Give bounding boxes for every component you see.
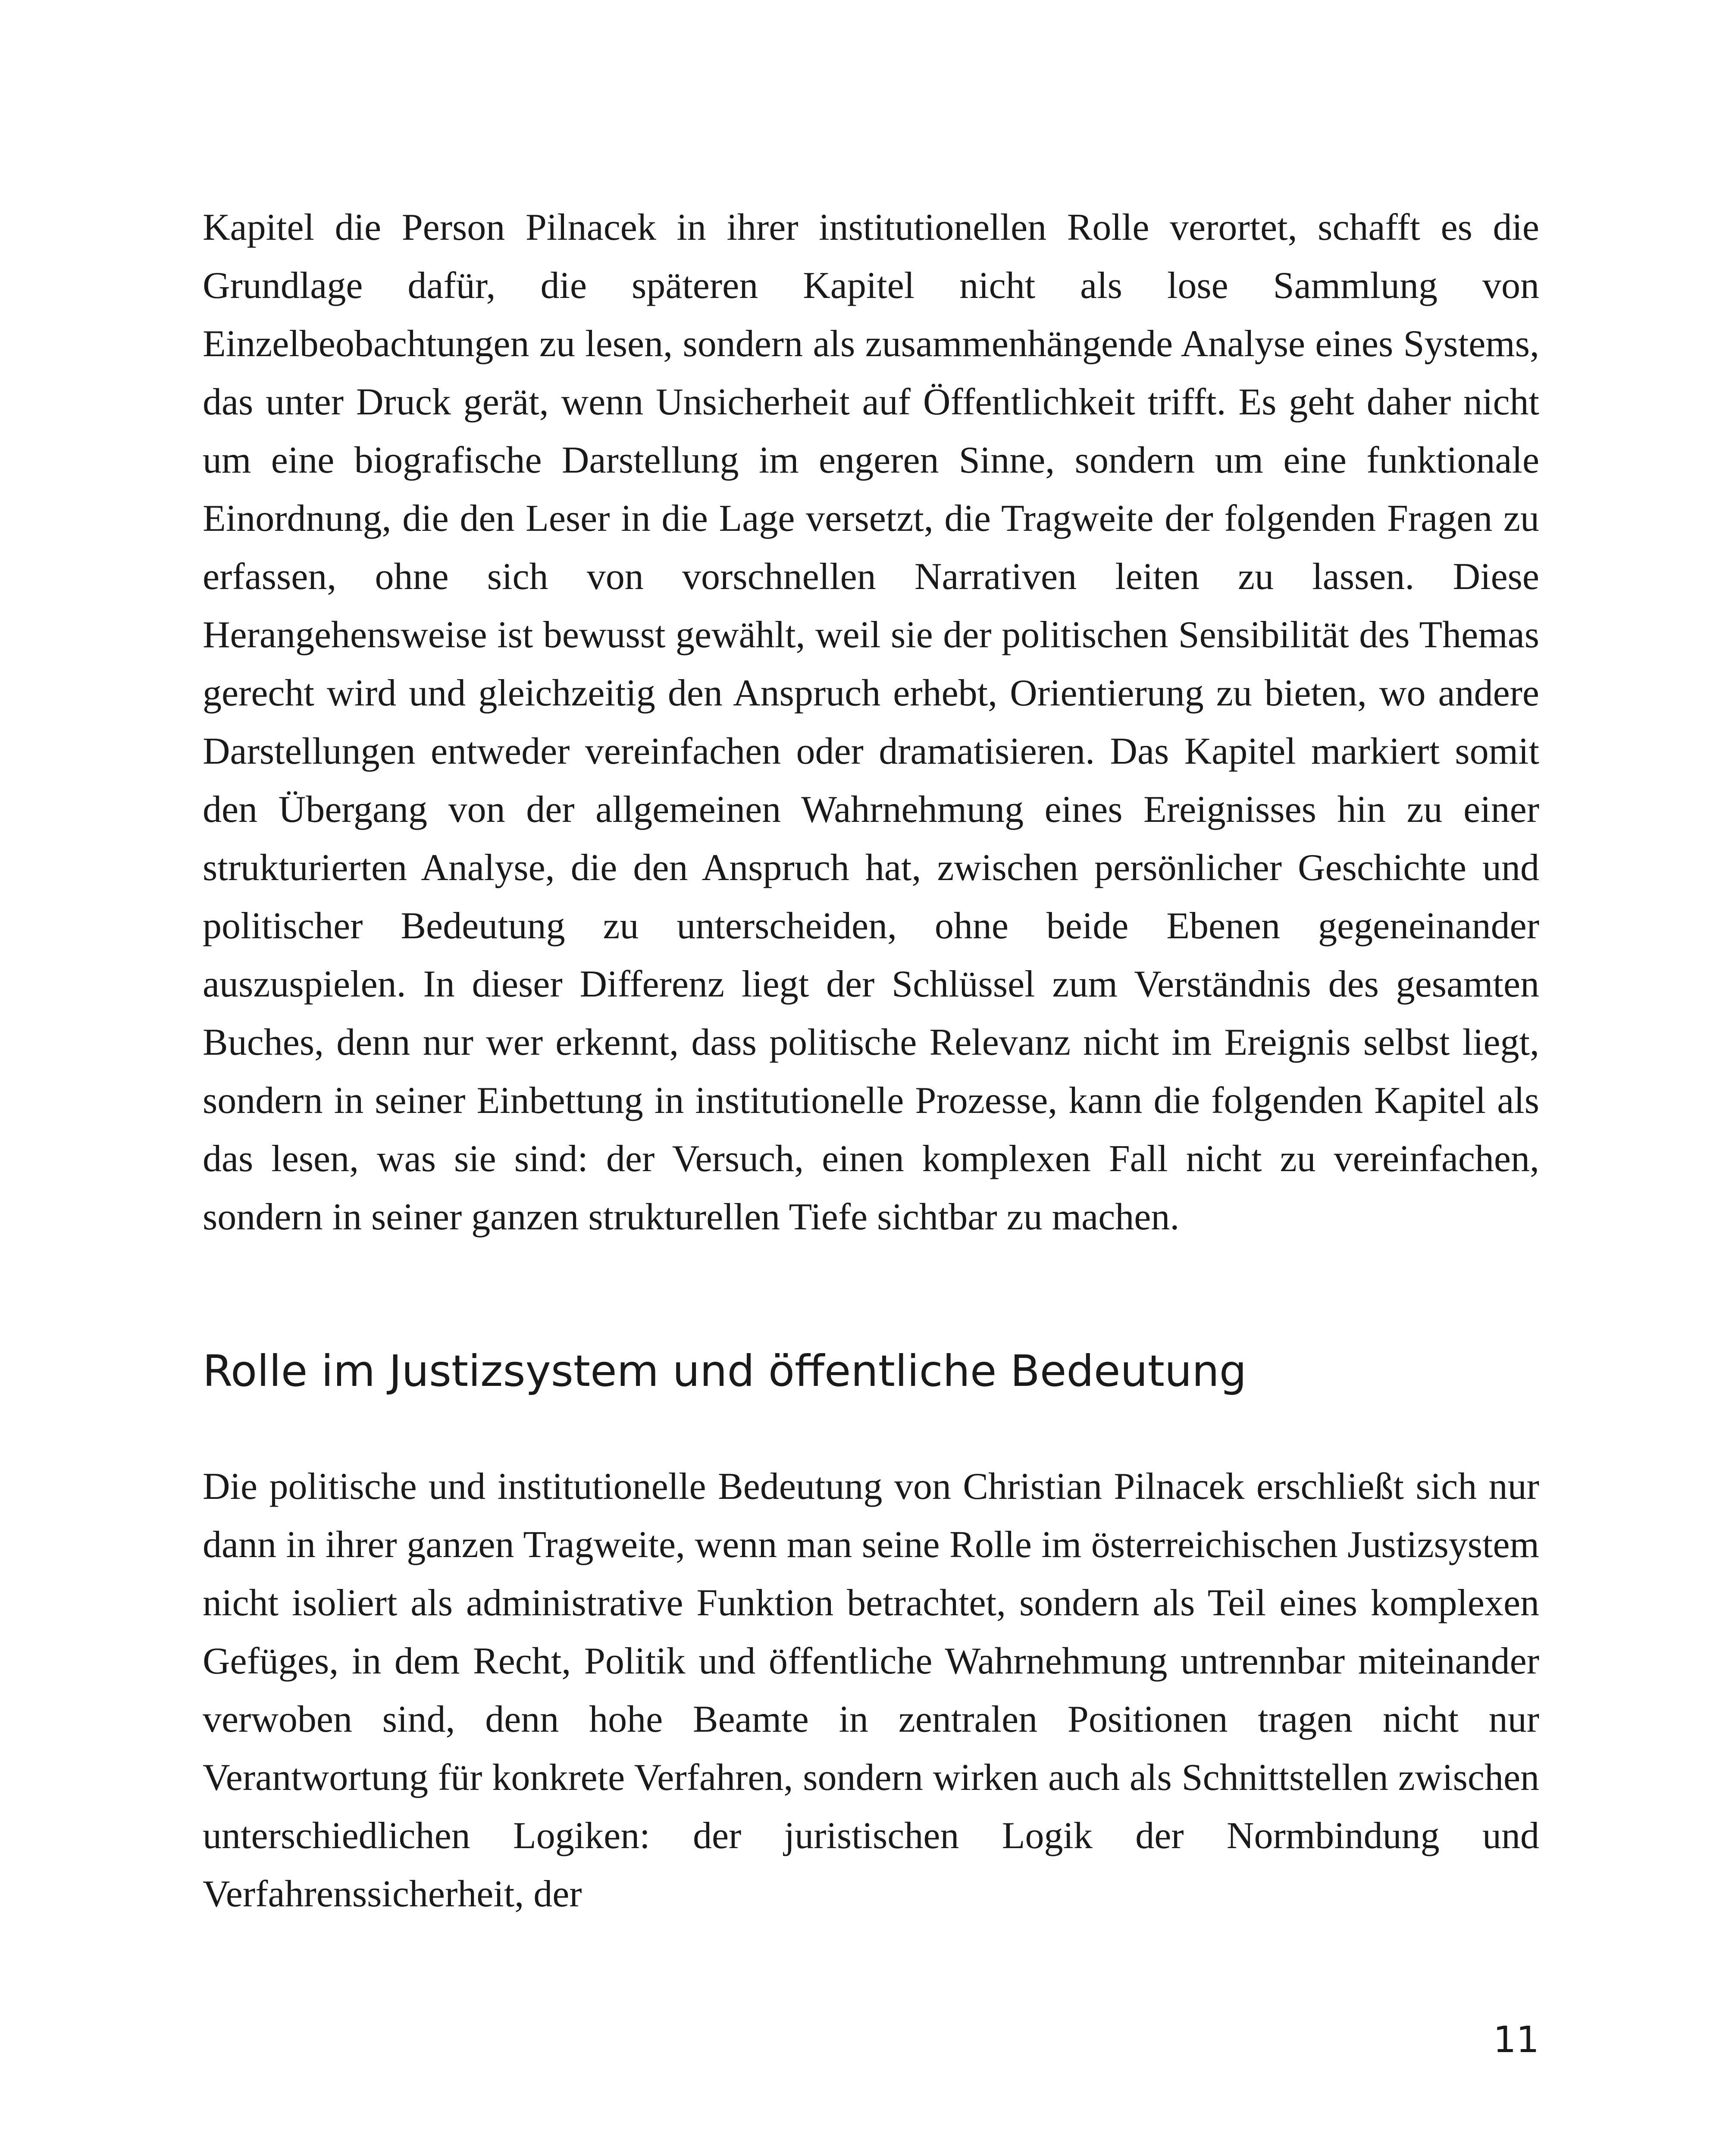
body-paragraph: Kapitel die Person Pilnacek in ihrer institutionellen Rolle verortet, schafft es die Grundlage dafür, die späteren Kapitel nicht als lose Sammlung von Einzelbeobachtungen zu lesen, sondern als zusammenhängende Analyse eines Systems, das unter Druck gerät, wenn Unsicherheit auf Öffentlichkeit trifft. Es geht daher nicht um eine biografische Darstellung im engeren Sinne, sondern um eine funktionale Einordnung, die den Leser in die Lage versetzt, die Tragweite der folgenden Fragen zu erfassen, ohne sich von vorschnellen Narrativen leiten zu lassen. Diese Herangehensweise ist bewusst gewählt, weil sie der politischen Sensibilität des Themas gerecht wird und gleichzeitig den Anspruch erhebt, Orientierung zu bieten, wo andere Darstellungen entweder vereinfachen oder dramatisieren. Das Kapitel markiert somit den Übergang von der allgemeinen Wahrnehmung eines Ereignisses hin zu einer strukturierten Analyse, die den Anspruch hat, zwischen persönlicher Geschichte und politischer Bedeutung zu unterscheiden, ohne beide Ebenen gegeneinander auszuspielen. In dieser Differenz liegt der Schlüssel zum Verständnis des gesamten Buches, denn nur wer erkennt, dass politische Relevanz nicht im Ereignis selbst liegt, sondern in seiner Einbettung in institutionelle Prozesse, kann die folgenden Kapitel als das lesen, was sie sind: der Versuch, einen komplexen Fall nicht zu vereinfachen, sondern in seiner ganzen strukturellen Tiefe sichtbar zu machen. bbox=[203, 207, 1539, 1238]
body-paragraph: Die politische und institutionelle Bedeutung von Christian Pilnacek erschließt sich nur dann in ihrer ganzen Tragweite, wenn man seine Rolle im österreichischen Justizsystem nicht isoliert als administrative Funktion betrachtet, sondern als Teil eines komplexen Gefüges, in dem Recht, Politik und öffentliche Wahrnehmung untrennbar miteinander verwoben sind, denn hohe Beamte in zentralen Positionen tragen nicht nur Verantwortung für konkrete Verfahren, sondern wirken auch als Schnittstellen zwischen unterschiedlichen Logiken: der juristischen Logik der Normbindung und Verfahrenssicherheit, der bbox=[203, 1466, 1539, 1915]
section-heading: Rolle im Justizsystem und öffentliche Bedeutung bbox=[203, 1346, 1247, 1396]
page-number: 11 bbox=[1493, 2018, 1539, 2061]
